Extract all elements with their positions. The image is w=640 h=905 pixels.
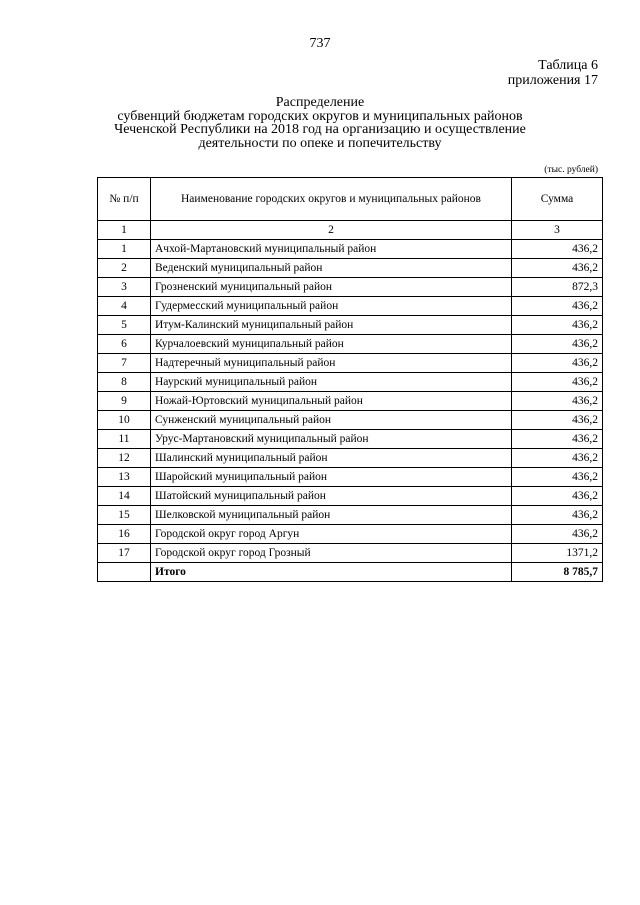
- row-sum: 436,2: [512, 430, 603, 449]
- document-title: [60, 96, 580, 150]
- column-number-2: 2: [151, 221, 512, 240]
- row-name: Наурский муниципальный район: [151, 373, 512, 392]
- row-name: Сунженский муниципальный район: [151, 411, 512, 430]
- row-name: Урус-Мартановский муниципальный район: [151, 430, 512, 449]
- total-label: Итого: [151, 563, 512, 582]
- row-number: 2: [98, 259, 151, 278]
- row-name: Шатойский муниципальный район: [151, 487, 512, 506]
- row-number: 15: [98, 506, 151, 525]
- row-name: Надтеречный муниципальный район: [151, 354, 512, 373]
- page-number: 737: [309, 36, 331, 51]
- row-number: 16: [98, 525, 151, 544]
- table-header: [98, 178, 603, 221]
- table-reference-line1: Таблица 6: [538, 58, 598, 73]
- table-row: [98, 297, 603, 316]
- table-row: [98, 335, 603, 354]
- row-number: 17: [98, 544, 151, 563]
- row-number: 6: [98, 335, 151, 354]
- table-row: [98, 259, 603, 278]
- title-line4: деятельности по опеке и попечительству: [198, 135, 442, 151]
- row-sum: 436,2: [512, 259, 603, 278]
- table-reference: [508, 58, 598, 88]
- row-name: Шаройский муниципальный район: [151, 468, 512, 487]
- column-number-1: 1: [98, 221, 151, 240]
- title-line1: Распределение: [275, 95, 365, 110]
- table-row: [98, 373, 603, 392]
- row-sum: 436,2: [512, 506, 603, 525]
- row-name: Городской округ город Аргун: [151, 525, 512, 544]
- row-number: 5: [98, 316, 151, 335]
- title-line3: Чеченской Республики на 2018 год на организацию и осуществление: [114, 122, 526, 137]
- title-line2: субвенций бюджетам городских округов и муниципальных районов: [117, 108, 523, 124]
- table-row: [98, 544, 603, 563]
- row-sum: 436,2: [512, 240, 603, 259]
- row-number: 14: [98, 487, 151, 506]
- row-name: Ачхой-Мартановский муниципальный район: [151, 240, 512, 259]
- header-sum: Сумма: [512, 178, 603, 221]
- row-sum: 436,2: [512, 354, 603, 373]
- table-body: [98, 221, 603, 582]
- row-sum: 436,2: [512, 449, 603, 468]
- table-row: [98, 278, 603, 297]
- row-name: Веденский муниципальный район: [151, 259, 512, 278]
- distribution-table: [97, 177, 603, 582]
- row-name: Городской округ город Грозный: [151, 544, 512, 563]
- row-sum: 436,2: [512, 392, 603, 411]
- table-reference-line2: приложения 17: [507, 73, 598, 88]
- row-number: 1: [98, 240, 151, 259]
- table-row: [98, 392, 603, 411]
- column-number-3: 3: [512, 221, 603, 240]
- table-row: [98, 487, 603, 506]
- row-name: Ножай-Юртовский муниципальный район: [151, 392, 512, 411]
- row-name: Шалинский муниципальный район: [151, 449, 512, 468]
- row-sum: 436,2: [512, 411, 603, 430]
- table-row: [98, 525, 603, 544]
- row-number: 8: [98, 373, 151, 392]
- row-name: Курчалоевский муниципальный район: [151, 335, 512, 354]
- row-number: 10: [98, 411, 151, 430]
- total-sum: 8 785,7: [512, 563, 603, 582]
- row-sum: 436,2: [512, 468, 603, 487]
- row-number: 12: [98, 449, 151, 468]
- table-row: [98, 240, 603, 259]
- row-number: 3: [98, 278, 151, 297]
- total-row: [98, 563, 603, 582]
- row-sum: 436,2: [512, 373, 603, 392]
- header-name: Наименование городских округов и муниципальных районов: [151, 178, 512, 221]
- table-row: [98, 506, 603, 525]
- table-row: [98, 449, 603, 468]
- table-row: [98, 411, 603, 430]
- row-name: Гудермесский муниципальный район: [151, 297, 512, 316]
- table-row: [98, 468, 603, 487]
- row-sum: 436,2: [512, 487, 603, 506]
- row-name: Грозненский муниципальный район: [151, 278, 512, 297]
- row-number: 7: [98, 354, 151, 373]
- units-label: (тыс. рублей): [544, 165, 598, 175]
- table-row: [98, 316, 603, 335]
- row-sum: 436,2: [512, 297, 603, 316]
- table-row: [98, 354, 603, 373]
- row-name: Итум-Калинский муниципальный район: [151, 316, 512, 335]
- header-num: № п/п: [98, 178, 151, 221]
- table-row: [98, 430, 603, 449]
- row-sum: 436,2: [512, 525, 603, 544]
- column-number-row: [98, 221, 603, 240]
- header-row: [98, 178, 603, 221]
- row-sum: 436,2: [512, 316, 603, 335]
- row-number: 13: [98, 468, 151, 487]
- row-number: 11: [98, 430, 151, 449]
- row-number: 9: [98, 392, 151, 411]
- row-sum: 872,3: [512, 278, 603, 297]
- row-sum: 436,2: [512, 335, 603, 354]
- total-number: [98, 563, 151, 582]
- row-number: 4: [98, 297, 151, 316]
- row-sum: 1371,2: [512, 544, 603, 563]
- row-name: Шелковской муниципальный район: [151, 506, 512, 525]
